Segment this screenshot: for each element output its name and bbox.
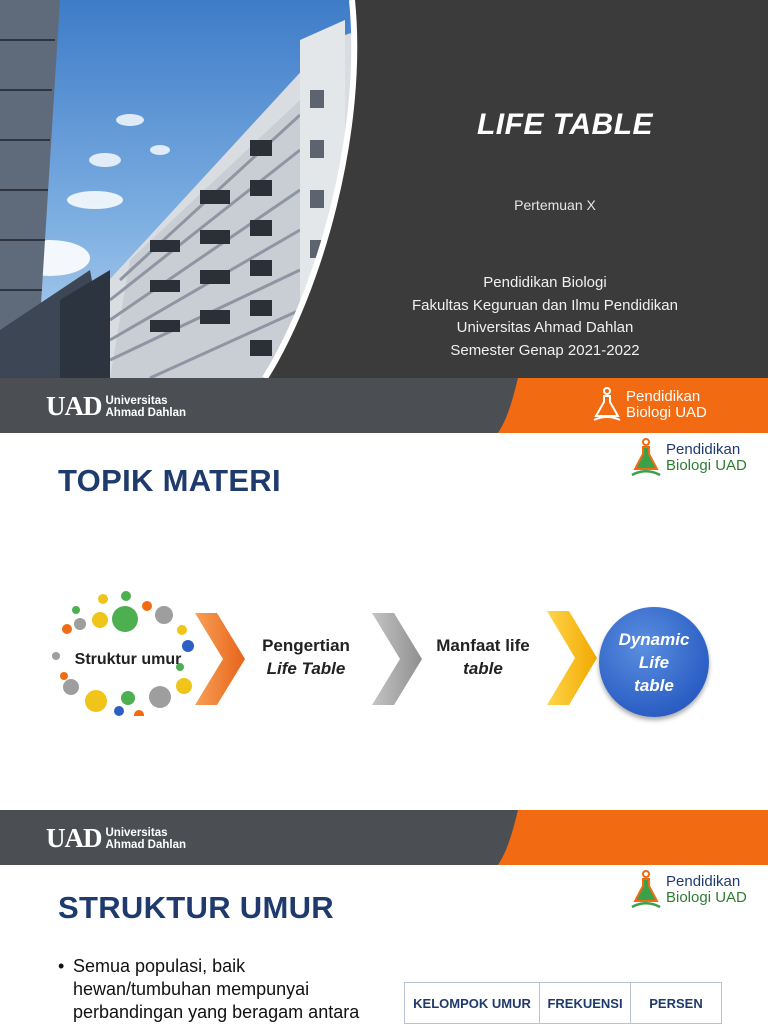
bullet-dot-icon: •: [58, 956, 65, 976]
struktur-umur-slide: [0, 810, 768, 1024]
flask-icon: [630, 868, 662, 912]
footer-bar: [0, 378, 768, 433]
slide-heading: STRUKTUR UMUR: [58, 890, 334, 925]
chevron-orange-icon: [195, 613, 245, 705]
bullet-point: • Semua populasi, baik hewan/tumbuhan mempunyai perbandingan yang beragam antara: [58, 956, 360, 1022]
table-header: PERSEN: [631, 983, 722, 1024]
topik-materi-slide: [0, 433, 768, 810]
meeting-label: Pertemuan X: [514, 197, 596, 213]
footer-bar: [0, 810, 768, 865]
table-header: FREKUENSI: [540, 983, 631, 1024]
step-pengertian: Pengertian Life Table: [262, 636, 350, 678]
table-header: KELOMPOK UMUR: [405, 983, 540, 1024]
table-header-row: [405, 983, 722, 1024]
pendidikan-biologi-logo: Pendidikan Biologi UAD: [630, 868, 747, 912]
step-struktur-umur: Struktur umur: [74, 651, 182, 668]
age-group-table: [404, 982, 722, 1024]
orange-band: [498, 810, 768, 865]
title-slide: [0, 0, 768, 433]
info-line: Semester Genap 2021-2022: [450, 341, 640, 359]
flask-icon: [592, 386, 622, 424]
chevron-gray-icon: [372, 613, 422, 705]
uad-logo: UAD Universitas Ahmad Dahlan: [46, 823, 187, 853]
dynamic-life-table-circle: Dynamic Life table: [599, 607, 709, 717]
info-line: Universitas Ahmad Dahlan: [456, 319, 634, 336]
info-line: Pendidikan Biologi: [483, 274, 607, 291]
flask-icon: [630, 436, 662, 480]
building-photo: [0, 0, 380, 378]
presentation-title: LIFE TABLE: [476, 108, 654, 141]
institution-info: [395, 272, 695, 362]
pendidikan-biologi-logo: Pendidikan Biologi UAD: [630, 436, 747, 480]
step-manfaat: Manfaat life table: [436, 636, 530, 678]
uad-logo: UAD Universitas Ahmad Dahlan: [46, 391, 187, 421]
chevron-yellow-icon: [547, 611, 597, 705]
info-line: Fakultas Keguruan dan Ilmu Pendidikan: [411, 296, 678, 314]
pendidikan-biologi-logo: Pendidikan Biologi UAD: [592, 386, 707, 424]
slide-heading: TOPIK MATERI: [58, 463, 281, 498]
